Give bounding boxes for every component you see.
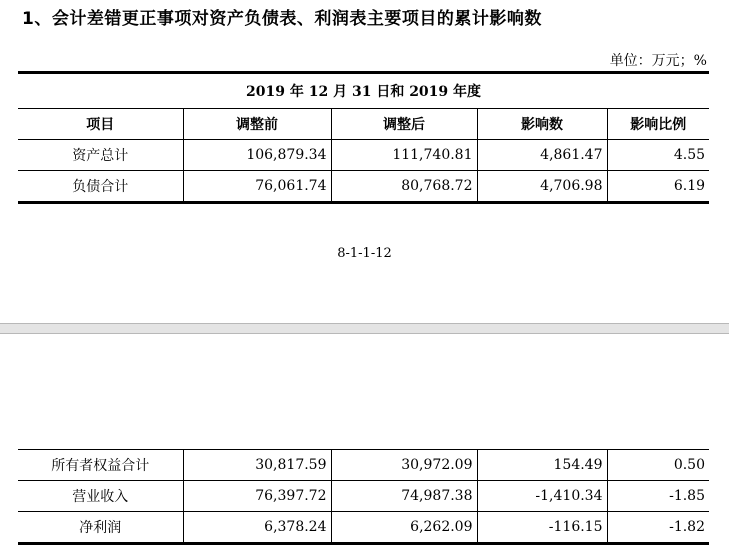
cell-before: 106,879.34 [183,140,331,171]
table-title-row [18,73,709,109]
column-header-ratio: 影响比例 [607,109,709,140]
unit-label: 单位：万元；% [609,53,707,69]
cell-before: 6,378.24 [183,512,331,544]
section-heading: 1、会计差错更正事项对资产负债表、利润表主要项目的累计影响数 [22,9,542,29]
cell-ratio: 6.19 [607,171,709,203]
table-row [18,512,709,544]
cell-before: 76,061.74 [183,171,331,203]
page-break-divider [0,323,729,334]
cell-ratio: -1.85 [607,481,709,512]
table-row [18,481,709,512]
adjustment-table-bottom [18,449,709,545]
cell-impact: -116.15 [477,512,607,544]
page-number: 8-1-1-12 [337,246,392,261]
column-header-before: 调整前 [183,109,331,140]
cell-impact: 154.49 [477,450,607,481]
row-label: 净利润 [18,512,183,544]
cell-after: 30,972.09 [331,450,477,481]
column-header-after: 调整后 [331,109,477,140]
cell-after: 74,987.38 [331,481,477,512]
table-row [18,171,709,203]
cell-impact: 4,706.98 [477,171,607,203]
table-row [18,450,709,481]
row-label: 负债合计 [18,171,183,203]
cell-ratio: 4.55 [607,140,709,171]
cell-after: 111,740.81 [331,140,477,171]
column-header-impact: 影响数 [477,109,607,140]
row-label: 资产总计 [18,140,183,171]
cell-impact: -1,410.34 [477,481,607,512]
row-label: 营业收入 [18,481,183,512]
cell-ratio: -1.82 [607,512,709,544]
cell-impact: 4,861.47 [477,140,607,171]
row-label: 所有者权益合计 [18,450,183,481]
cell-ratio: 0.50 [607,450,709,481]
cell-before: 30,817.59 [183,450,331,481]
table-header-row [18,109,709,140]
cell-before: 76,397.72 [183,481,331,512]
table-title: 2019 年 12 月 31 日和 2019 年度 [18,73,709,109]
adjustment-table-top [18,71,709,204]
cell-after: 6,262.09 [331,512,477,544]
table-row [18,140,709,171]
cell-after: 80,768.72 [331,171,477,203]
column-header-item: 项目 [18,109,183,140]
